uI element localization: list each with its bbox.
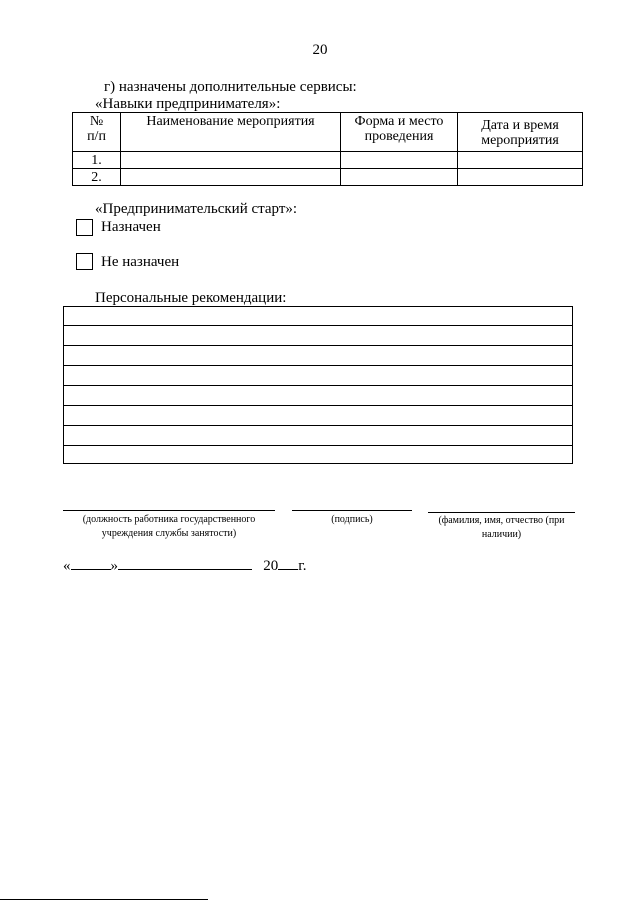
- date-close-quote: »: [110, 558, 118, 574]
- col-header-datetime: Дата и время мероприятия: [458, 113, 583, 152]
- day-field[interactable]: [71, 556, 111, 570]
- name-caption: (фамилия, имя, отчество (при наличии): [438, 515, 565, 540]
- assigned-label: Назначен: [101, 219, 161, 235]
- row-form-place[interactable]: [341, 152, 458, 169]
- row-datetime[interactable]: [458, 152, 583, 169]
- recommendation-line: [64, 405, 572, 406]
- month-field[interactable]: [118, 556, 252, 570]
- recommendation-line: [64, 445, 572, 446]
- signature-line[interactable]: [292, 510, 412, 511]
- startup-title: «Предпринимательский старт»:: [95, 201, 298, 217]
- assigned-checkbox[interactable]: [76, 219, 93, 236]
- name-signature-line[interactable]: [428, 512, 575, 513]
- recommendations-box[interactable]: [63, 306, 573, 464]
- row-event-name[interactable]: [121, 152, 341, 169]
- position-caption: (должность работника государственного учреждения службы занятости): [82, 514, 256, 539]
- not-assigned-checkbox[interactable]: [76, 253, 93, 270]
- position-signature-line[interactable]: [63, 510, 275, 511]
- recommendation-line: [64, 425, 572, 426]
- col-header-number: [73, 113, 121, 152]
- year-suffix: г.: [298, 558, 307, 574]
- row-datetime[interactable]: [458, 169, 583, 186]
- events-table-header: [73, 113, 583, 152]
- row-number: 2.: [73, 169, 121, 186]
- date-open-quote: «: [63, 558, 71, 574]
- skills-title: «Навыки предпринимателя»:: [95, 96, 281, 112]
- col-header-event-name: Наименование мероприятия: [121, 113, 341, 152]
- recommendation-line: [64, 365, 572, 366]
- recommendation-line: [64, 385, 572, 386]
- year-prefix: 20: [263, 558, 279, 574]
- year-field[interactable]: [278, 556, 298, 570]
- footer-rule: [0, 899, 208, 900]
- recommendation-line: [64, 325, 572, 326]
- events-table: [72, 112, 583, 186]
- col-header-number-line1: №: [89, 114, 104, 129]
- date-line: [63, 556, 306, 575]
- recommendation-line: [64, 345, 572, 346]
- section-title: г) назначены дополнительные сервисы:: [104, 79, 357, 95]
- recommendations-title: Персональные рекомендации:: [95, 290, 287, 306]
- table-row: [73, 169, 583, 186]
- row-number: 1.: [73, 152, 121, 169]
- row-event-name[interactable]: [121, 169, 341, 186]
- col-header-number-line2: п/п: [87, 129, 106, 144]
- col-header-form-place: Форма и место проведения: [341, 113, 458, 152]
- signature-caption: (подпись): [331, 514, 373, 525]
- not-assigned-label: Не назначен: [101, 254, 180, 270]
- row-form-place[interactable]: [341, 169, 458, 186]
- page-number: 20: [312, 42, 328, 58]
- table-row: [73, 152, 583, 169]
